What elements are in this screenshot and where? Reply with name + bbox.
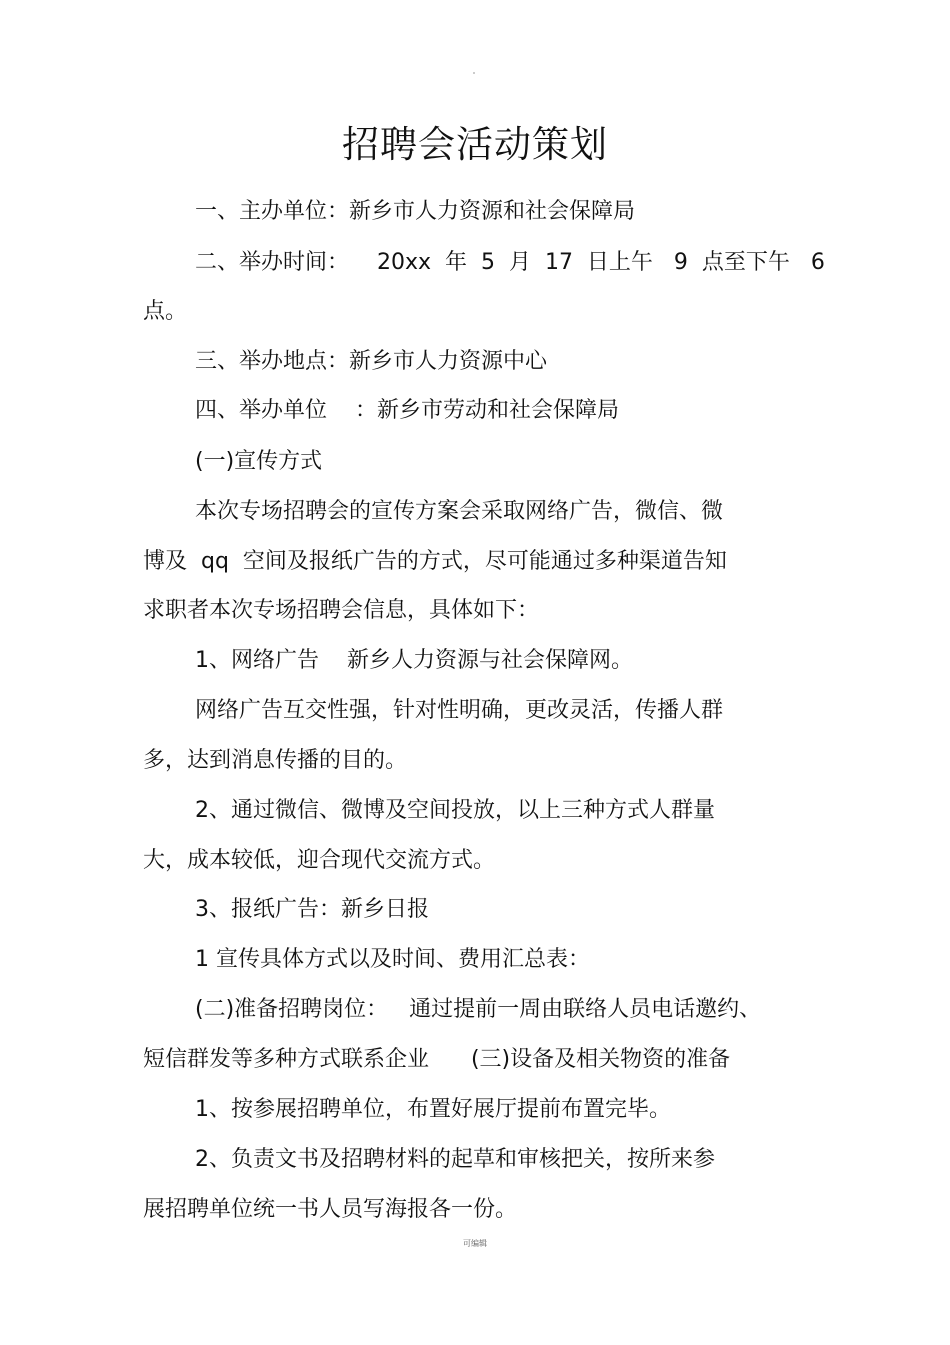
- paragraph-line: 二、举办时间： 20xx 年 5 月 17 日上午 9 点至下午 6: [195, 250, 825, 275]
- section-heading: (一)宣传方式: [195, 449, 323, 474]
- paragraph-line: 3、报纸广告：新乡日报: [195, 897, 429, 922]
- paragraph-line: 多，达到消息传播的目的。: [143, 748, 408, 773]
- paragraph-line: 2、通过微信、微博及空间投放，以上三种方式人群量: [195, 798, 715, 823]
- document-title: 招聘会活动策划: [342, 123, 608, 166]
- paragraph-line: 大，成本较低，迎合现代交流方式。: [143, 848, 496, 873]
- paragraph-line: 求职者本次专场招聘会信息，具体如下：: [143, 598, 540, 623]
- paragraph-line: 1、按参展招聘单位，布置好展厅提前布置完毕。: [195, 1097, 671, 1122]
- paragraph-line: 2、负责文书及招聘材料的起草和审核把关，按所来参: [195, 1147, 715, 1172]
- paragraph-line: 点。: [143, 299, 188, 324]
- paragraph-line: 1、网络广告 新乡人力资源与社会保障网。: [195, 648, 633, 673]
- paragraph-line: 博及 qq 空间及报纸广告的方式，尽可能通过多种渠道告知: [143, 549, 727, 574]
- page-footer: 可编辑: [463, 1239, 487, 1248]
- paragraph-line: 四、举办单位 ：新乡市劳动和社会保障局: [195, 398, 619, 423]
- paragraph-line: 一、主办单位：新乡市人力资源和社会保障局: [195, 199, 636, 224]
- page-speck: [473, 72, 475, 74]
- paragraph-line: 1 宣传具体方式以及时间、费用汇总表：: [195, 947, 590, 972]
- paragraph-line: 短信群发等多种方式联系企业 (三)设备及相关物资的准备: [143, 1047, 731, 1072]
- paragraph-line: 本次专场招聘会的宣传方案会采取网络广告，微信、微: [195, 499, 724, 524]
- paragraph-line: 三、举办地点：新乡市人力资源中心: [195, 349, 548, 374]
- paragraph-line: 展招聘单位统一书人员写海报各一份。: [143, 1197, 518, 1222]
- paragraph-line: (二)准备招聘岗位： 通过提前一周由联络人员电话邀约、: [195, 997, 762, 1022]
- paragraph-line: 网络广告互交性强，针对性明确，更改灵活，传播人群: [195, 698, 724, 723]
